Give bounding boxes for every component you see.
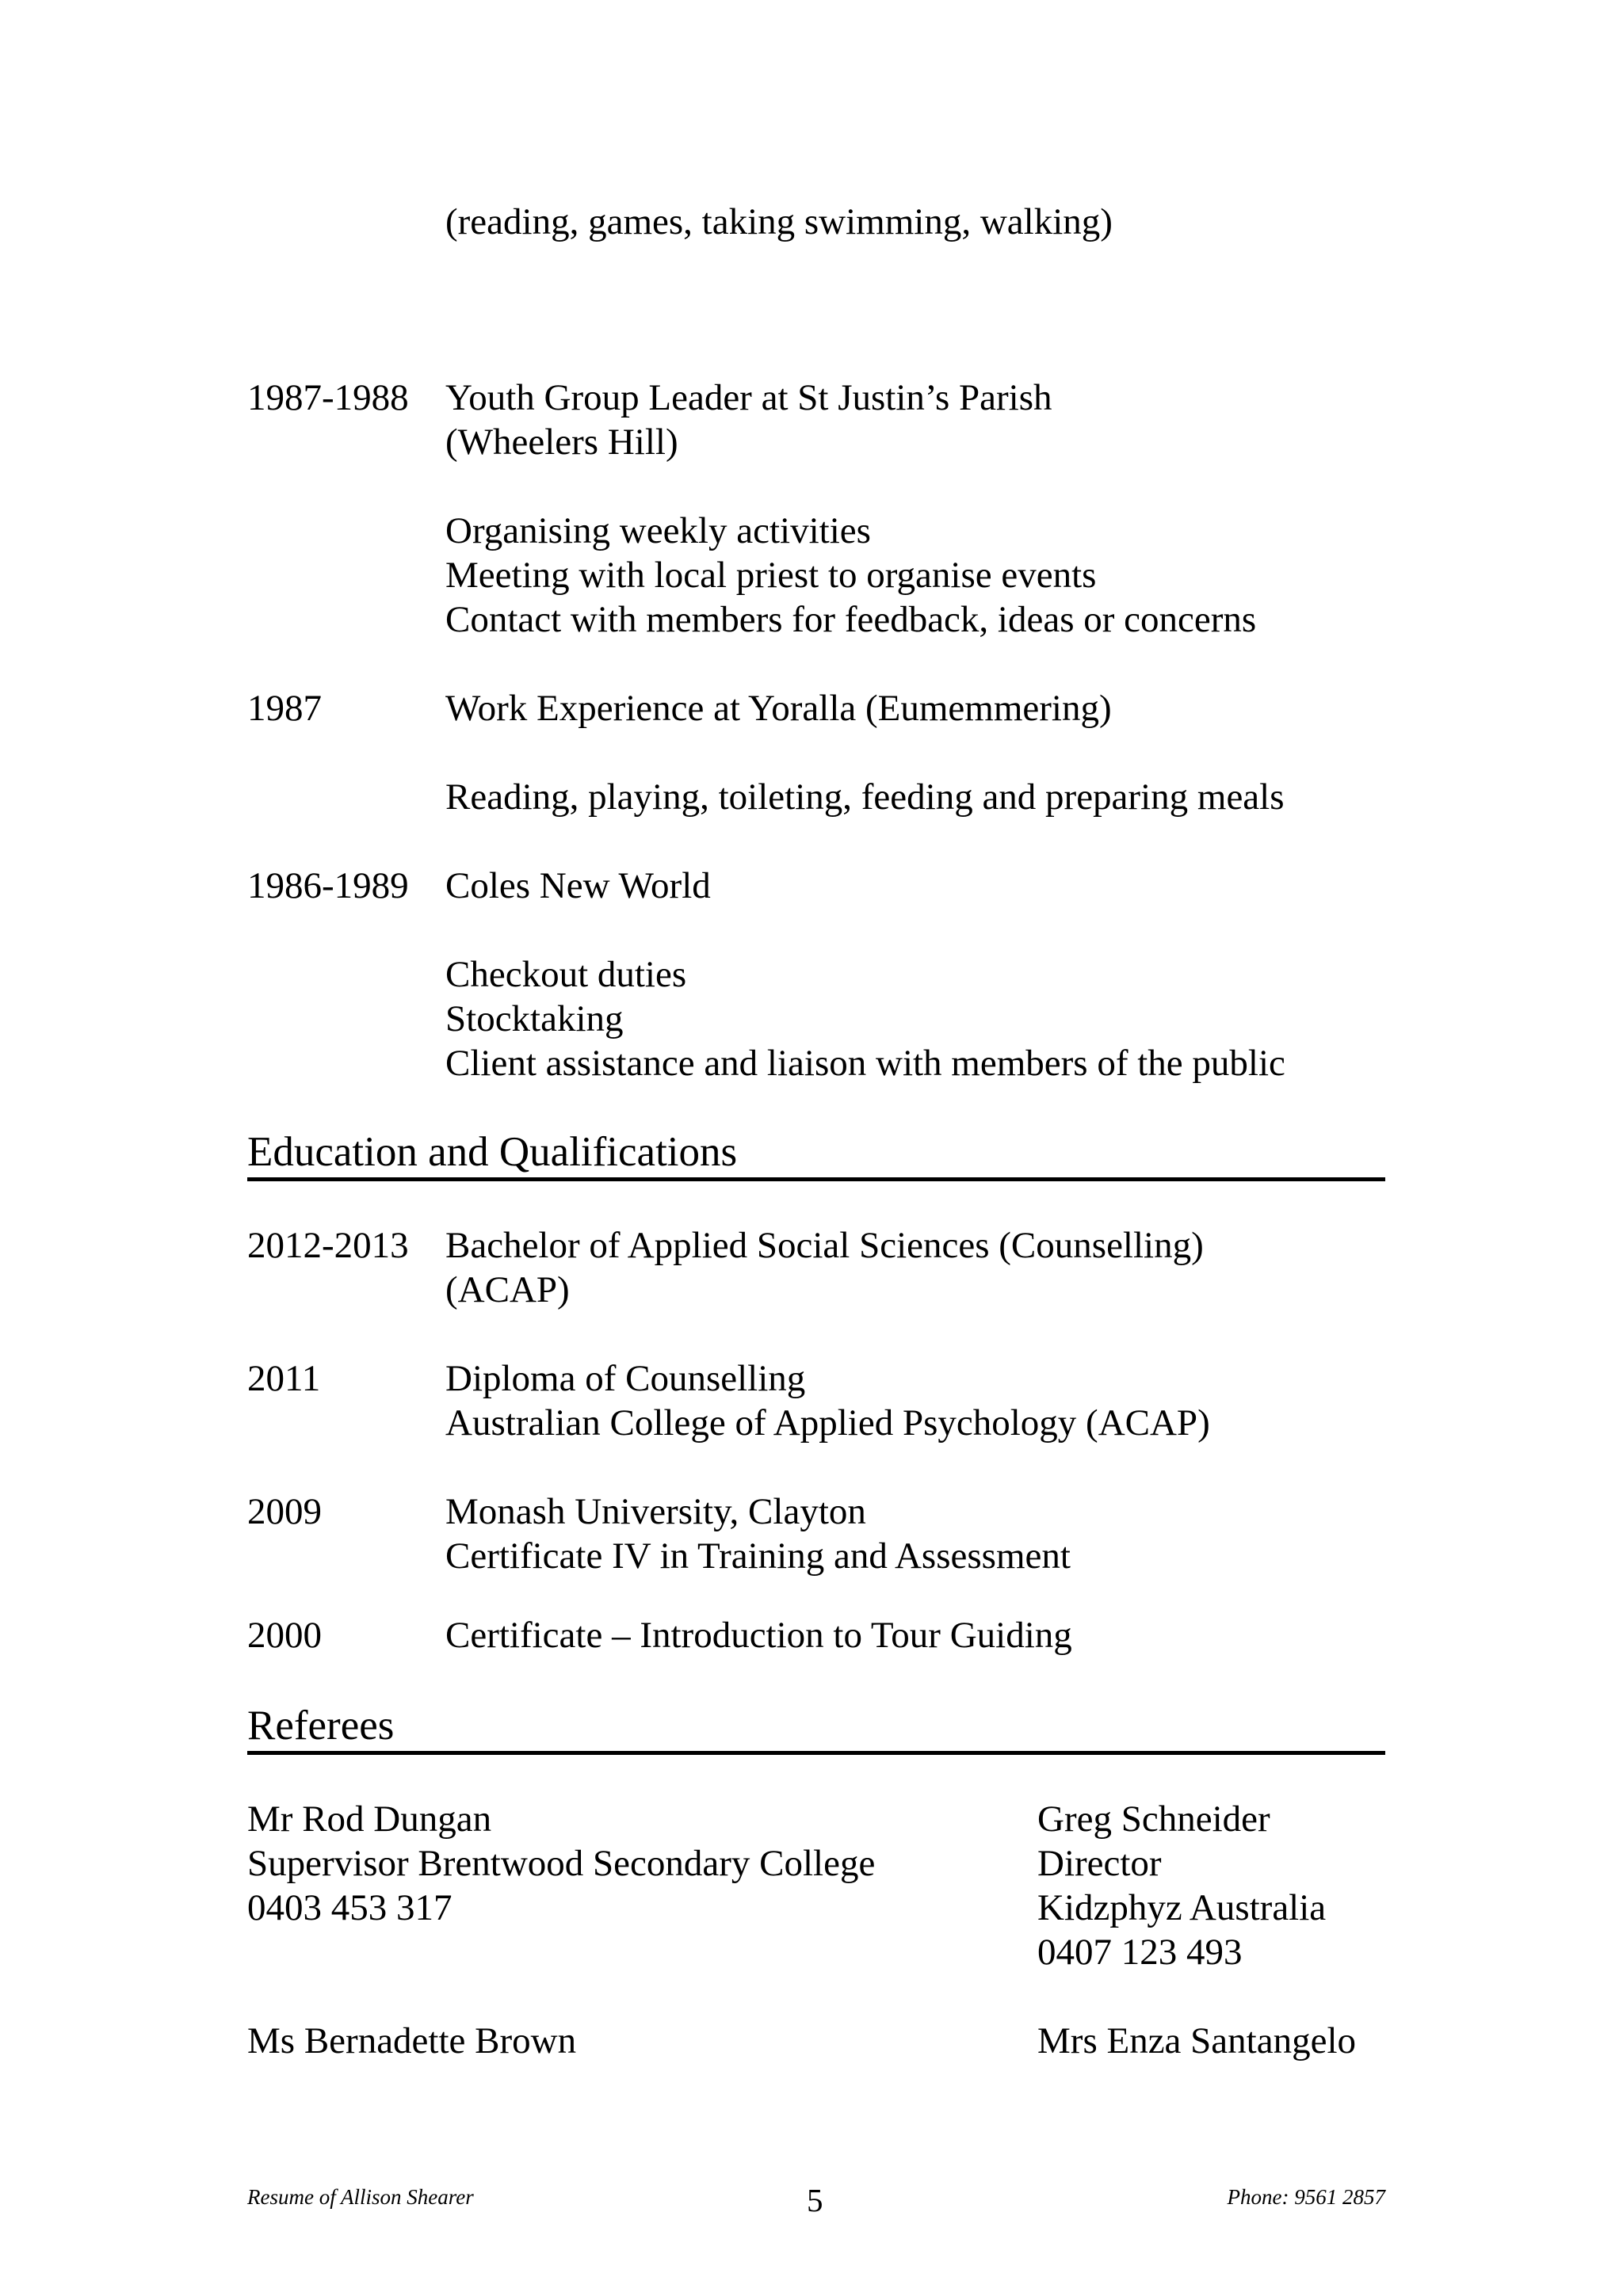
education-heading: Education and Qualifications (247, 1129, 738, 1175)
page-number: 5 (807, 2182, 823, 2218)
referee-organisation: Kidzphyz Australia (1037, 1887, 1327, 1928)
entry-title-line2: (Wheelers Hill) (445, 421, 678, 463)
education-year: 2009 (247, 1491, 322, 1532)
referee-phone: 0407 123 493 (1037, 1932, 1243, 1973)
education-title: Certificate – Introduction to Tour Guiding (445, 1615, 1072, 1656)
education-year: 2000 (247, 1615, 322, 1656)
entry-year: 1987-1988 (247, 377, 409, 418)
education-title: Monash University, Clayton (445, 1491, 866, 1532)
entry-title: Coles New World (445, 865, 711, 906)
referee-name: Mrs Enza Santangelo (1037, 2020, 1357, 2061)
referee-role: Director (1037, 1843, 1162, 1884)
entry-year: 1987 (247, 688, 322, 729)
duty-item: Reading, playing, toileting, feeding and preparing meals (445, 776, 1285, 818)
entry-title: Youth Group Leader at St Justin’s Parish (445, 377, 1052, 418)
duty-item: Meeting with local priest to organise events (445, 555, 1097, 596)
education-detail: (ACAP) (445, 1269, 570, 1310)
duty-item: Stocktaking (445, 998, 624, 1039)
education-detail: Australian College of Applied Psychology (ACAP) (445, 1402, 1210, 1444)
duty-item: Checkout duties (445, 954, 687, 995)
referee-name: Mr Rod Dungan (247, 1798, 492, 1840)
activities-note: (reading, games, taking swimming, walking) (445, 201, 1113, 242)
section-divider (247, 1177, 1385, 1181)
referees-heading: Referees (247, 1703, 395, 1749)
duty-item: Contact with members for feedback, ideas or concerns (445, 599, 1257, 640)
footer-phone: Phone: 9561 2857 (1227, 2185, 1385, 2209)
referee-phone: 0403 453 317 (247, 1887, 453, 1928)
duty-item: Organising weekly activities (445, 510, 871, 551)
section-divider (247, 1751, 1385, 1755)
footer-resume-name: Resume of Allison Shearer (247, 2185, 474, 2209)
entry-year: 1986-1989 (247, 865, 409, 906)
education-year: 2012-2013 (247, 1225, 409, 1266)
referee-name: Greg Schneider (1037, 1798, 1270, 1840)
education-detail: Certificate IV in Training and Assessment (445, 1535, 1071, 1577)
referee-name: Ms Bernadette Brown (247, 2020, 577, 2061)
education-title: Bachelor of Applied Social Sciences (Counselling) (445, 1225, 1204, 1266)
education-title: Diploma of Counselling (445, 1358, 806, 1399)
referee-role: Supervisor Brentwood Secondary College (247, 1843, 876, 1884)
duty-item: Client assistance and liaison with members of the public (445, 1043, 1285, 1084)
education-year: 2011 (247, 1358, 321, 1399)
entry-title: Work Experience at Yoralla (Eumemmering) (445, 688, 1112, 729)
